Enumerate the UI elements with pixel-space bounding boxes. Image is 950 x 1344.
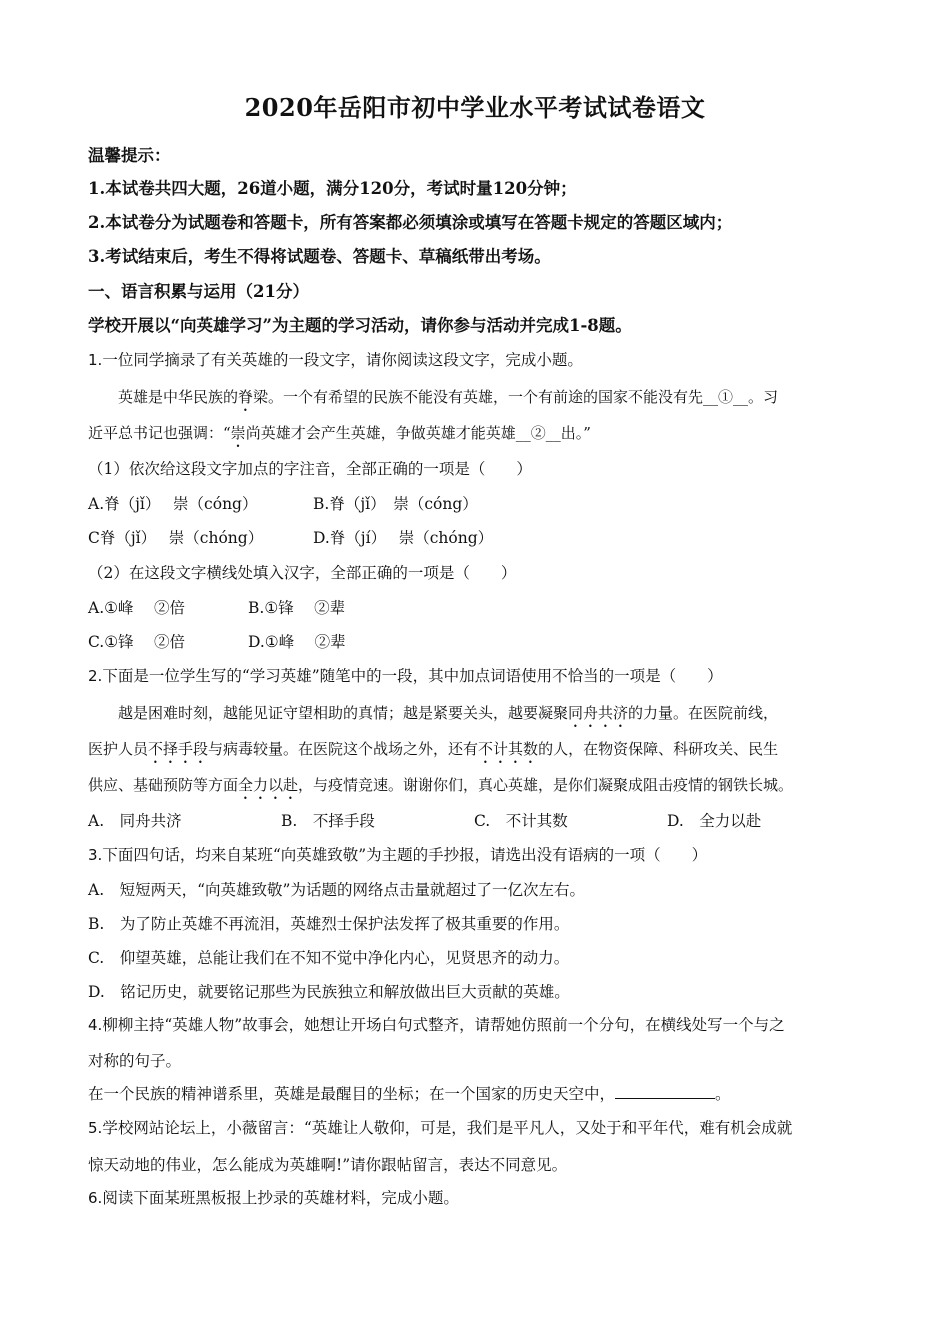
sentence-text: 在一个民族的精神谱系里，英雄是最醒目的坐标；在一个国家的历史天空中，	[88, 1085, 616, 1103]
option-a[interactable]: A. 同舟共济	[88, 812, 182, 830]
option-a[interactable]: A.①峰 ②倍	[88, 599, 185, 617]
option-c[interactable]: C脊（jǐ） 崇（chóng）	[88, 529, 264, 547]
question-3	[88, 844, 890, 866]
dotted-word: 不计其数	[478, 740, 539, 758]
question-stem: 柳柳主持“英雄人物”故事会，她想让开场白句式整齐，请帮她仿照前一个分句，在横线处写一个与之	[102, 1016, 785, 1034]
q1-options-row	[88, 631, 890, 653]
page-title: 2020年岳阳市初中学业水平考试试卷语文	[244, 93, 706, 122]
question-4	[88, 1014, 890, 1036]
option-d[interactable]: D. 全力以赴	[667, 812, 762, 830]
tips-heading: 温馨提示：	[88, 146, 171, 165]
q4-sentence	[88, 1083, 890, 1105]
q1-options-row	[88, 527, 890, 549]
answer-blank[interactable]	[615, 1084, 715, 1099]
option-c[interactable]: C. 仰望英雄，总能让我们在不知不觉中净化内心，见贤思齐的动力。	[88, 949, 570, 967]
passage-text: 英雄是中华民族的	[118, 388, 239, 406]
question-number: 6.	[88, 1189, 103, 1207]
question-number: 3.	[88, 846, 103, 864]
question-stem: 下面是一位学生写的“学习英雄”随笔中的一段，其中加点词语使用不恰当的一项是（ ）	[102, 667, 723, 685]
passage-text: 供应、基础预防等方面	[88, 776, 239, 794]
question-stem-cont: 惊天动地的伟业，怎么能成为英雄啊!”请你跟帖留言，表达不同意见。	[88, 1156, 568, 1174]
option-a[interactable]: A. 短短两天，“向英雄致敬”为话题的网络点击量就超过了一亿次左右。	[88, 881, 585, 899]
section-intro: 学校开展以“向英雄学习”为主题的学习活动，请你参与活动并完成1-8题。	[88, 316, 632, 335]
question-number: 2.	[88, 667, 103, 685]
question-5	[88, 1117, 890, 1139]
passage-text: 与病毒较量。在医院这个战场之外，还有	[208, 740, 479, 758]
option-d[interactable]: D. 铭记历史，就要铭记那些为民族独立和解放做出巨大贡献的英雄。	[88, 983, 570, 1001]
passage-text: 医护人员	[88, 740, 149, 758]
passage-text: 的人，在物资保障、科研攻关、民生	[538, 740, 779, 758]
option-c[interactable]: C.①锋 ②倍	[88, 633, 186, 651]
dotted-word: 不择手段	[148, 740, 209, 758]
tip-item: 1.本试卷共四大题，26道小题，满分120分，考试时量120分钟；	[88, 179, 577, 198]
option-c[interactable]: C. 不计其数	[474, 812, 568, 830]
passage-text: 的力量。在医院前线，	[628, 704, 779, 722]
question-stem-cont: 对称的句子。	[88, 1052, 182, 1070]
q1-options-row	[88, 493, 890, 515]
question-stem: 一位同学摘录了有关英雄的一段文字，请你阅读这段文字，完成小题。	[102, 351, 583, 369]
question-stem: 学校网站论坛上，小薇留言：“英雄让人敬仰，可是，我们是平凡人，又处于和平年代，难有机会成就	[102, 1119, 793, 1137]
q1-options-row	[88, 597, 890, 619]
q2-passage-line	[118, 702, 890, 731]
question-2	[88, 665, 890, 687]
option-b[interactable]: B. 不择手段	[281, 812, 375, 830]
question-stem: 阅读下面某班黑板报上抄录的英雄材料，完成小题。	[102, 1189, 459, 1207]
question-number: 5.	[88, 1119, 103, 1137]
passage-text: ，与疫情竞速。谢谢你们，真心英雄，是你们凝聚成阻击疫情的钢铁长城。	[298, 776, 794, 794]
option-d[interactable]: D.脊（jí） 崇（chóng）	[313, 529, 494, 547]
q2-passage-line	[88, 774, 890, 803]
option-a[interactable]: A.脊（jǐ） 崇（cóng）	[88, 495, 258, 513]
question-stem: 下面四句话，均来自某班“向英雄致敬”为主题的手抄报，请选出没有语病的一项（ ）	[102, 846, 708, 864]
dotted-word: 同舟共济	[568, 704, 629, 722]
tip-item: 2.本试卷分为试题卷和答题卡，所有答案都必须填涂或填写在答题卡规定的答题区域内；	[88, 213, 733, 232]
question-number: 1.	[88, 351, 103, 369]
q1-passage-line	[88, 422, 890, 451]
question-1	[88, 349, 890, 371]
passage-text: 近平总书记也强调：“	[88, 424, 231, 442]
passage-text: 尚英雄才会产生英雄，争做英雄才能英雄__②__出。”	[245, 424, 591, 442]
question-6	[88, 1187, 890, 1209]
passage-text: 梁。一个有希望的民族不能没有英雄，一个有前途的国家不能没有先__①__。习	[253, 388, 779, 406]
passage-text: 越是困难时刻，越能见证守望相助的真情；越是紧要关头，越要凝聚	[118, 704, 569, 722]
q2-passage-line	[88, 738, 890, 767]
question-number: 4.	[88, 1016, 103, 1034]
q1-passage-line	[118, 386, 890, 415]
q1-subquestion-2: （2）在这段文字横线处填入汉字，全部正确的一项是（ ）	[88, 564, 517, 582]
option-d[interactable]: D.①峰 ②辈	[248, 633, 346, 651]
q1-subquestion-1: （1）依次给这段文字加点的字注音，全部正确的一项是（ ）	[88, 460, 532, 478]
sentence-end: 。	[715, 1085, 731, 1103]
dotted-char: 崇	[230, 424, 246, 442]
section-heading: 一、语言积累与运用（21分）	[88, 282, 309, 301]
dotted-word: 全力以赴	[238, 776, 299, 794]
dotted-char: 脊	[238, 388, 254, 406]
tip-item: 3.考试结束后，考生不得将试题卷、答题卡、草稿纸带出考场。	[88, 247, 551, 266]
option-b[interactable]: B.①锋 ②辈	[248, 599, 346, 617]
option-b[interactable]: B.脊（jǐ） 崇（cóng）	[313, 495, 478, 513]
option-b[interactable]: B. 为了防止英雄不再流泪，英雄烈士保护法发挥了极其重要的作用。	[88, 915, 570, 933]
q2-options-row	[88, 810, 890, 832]
